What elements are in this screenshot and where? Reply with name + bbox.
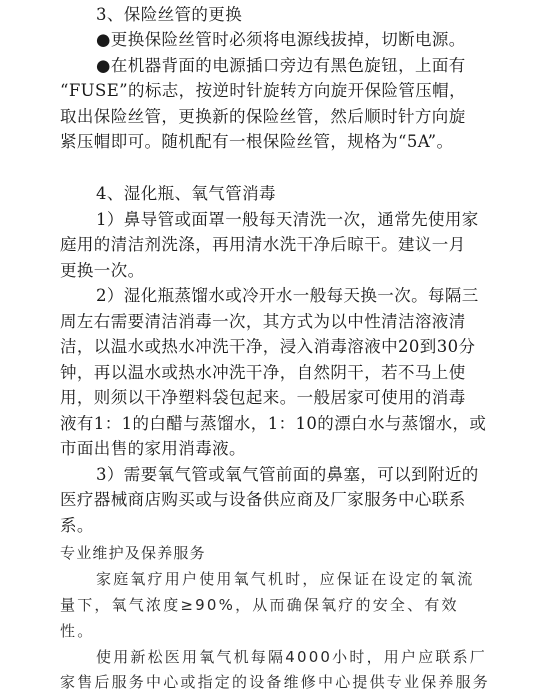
- section-4-line-5: 周左右需要清洁消毒一次，其方式为以中性清洁溶液清: [60, 312, 466, 331]
- service-line-1: 家庭氧疗用户使用氧气机时，应保证在设定的氧流: [96, 570, 475, 588]
- section-4-line-1: 1）鼻导管或面罩一般每天清洗一次，通常先使用家: [96, 210, 479, 229]
- service-line-4: 使用新松医用氧气机每隔4000小时，用户应联系厂: [96, 648, 487, 666]
- section-3-line-4: 取出保险丝管，更换新的保险丝管，然后顺时针方向旋: [60, 107, 466, 126]
- service-line-5: 家售后服务中心或指定的设备维修中心提供专业保养服务: [60, 673, 491, 691]
- section-4-line-13: 系。: [60, 516, 94, 535]
- section-3-line-1: ●更换保险丝管时必须将电源线拔掉，切断电源。: [96, 30, 466, 49]
- section-4-line-2: 庭用的清洁剂洗涤，再用清水洗干净后晾干。建议一月: [60, 235, 466, 254]
- service-heading: 专业维护及保养服务: [60, 544, 206, 562]
- section-4-line-12: 医疗器械商店购买或与设备供应商及厂家服务中心联系: [60, 490, 466, 509]
- section-4-line-8: 用，则须以干净塑料袋包起来。一般居家可使用的消毒: [60, 388, 466, 407]
- section-4-line-11: 3）需要氧气管或氧气管前面的鼻塞，可以到附近的: [96, 465, 479, 484]
- service-line-3: 性。: [60, 622, 95, 640]
- section-3-line-3: “FUSE”的标志，按逆时针旋转方向旋开保险管压帽，: [60, 81, 466, 100]
- service-line-2: 量下，氧气浓度≥90%，从而确保氧疗的安全、有效: [60, 596, 459, 614]
- section-4-line-6: 洁，以温水或热水冲洗干净，浸入消毒溶液中20到30分: [60, 337, 476, 356]
- section-4-line-3: 更换一次。: [60, 261, 145, 280]
- section-4-line-10: 市面出售的家用消毒液。: [60, 439, 246, 458]
- section-3-heading: 3、保险丝管的更换: [96, 5, 243, 24]
- section-3-line-5: 紧压帽即可。随机配有一根保险丝管，规格为“5A”。: [60, 132, 454, 151]
- section-3-line-2: ●在机器背面的电源插口旁边有黑色旋钮，上面有: [96, 56, 466, 75]
- section-4-heading: 4、湿化瓶、氧气管消毒: [96, 184, 276, 203]
- section-4-line-9: 液有1：1的白醋与蒸馏水，1：10的漂白水与蒸馏水，或: [60, 414, 487, 433]
- section-4-line-4: 2）湿化瓶蒸馏水或冷开水一般每天换一次。每隔三: [96, 286, 479, 305]
- section-4-line-7: 钟，再以温水或热水冲洗干净，自然阴干，若不马上使: [60, 363, 466, 382]
